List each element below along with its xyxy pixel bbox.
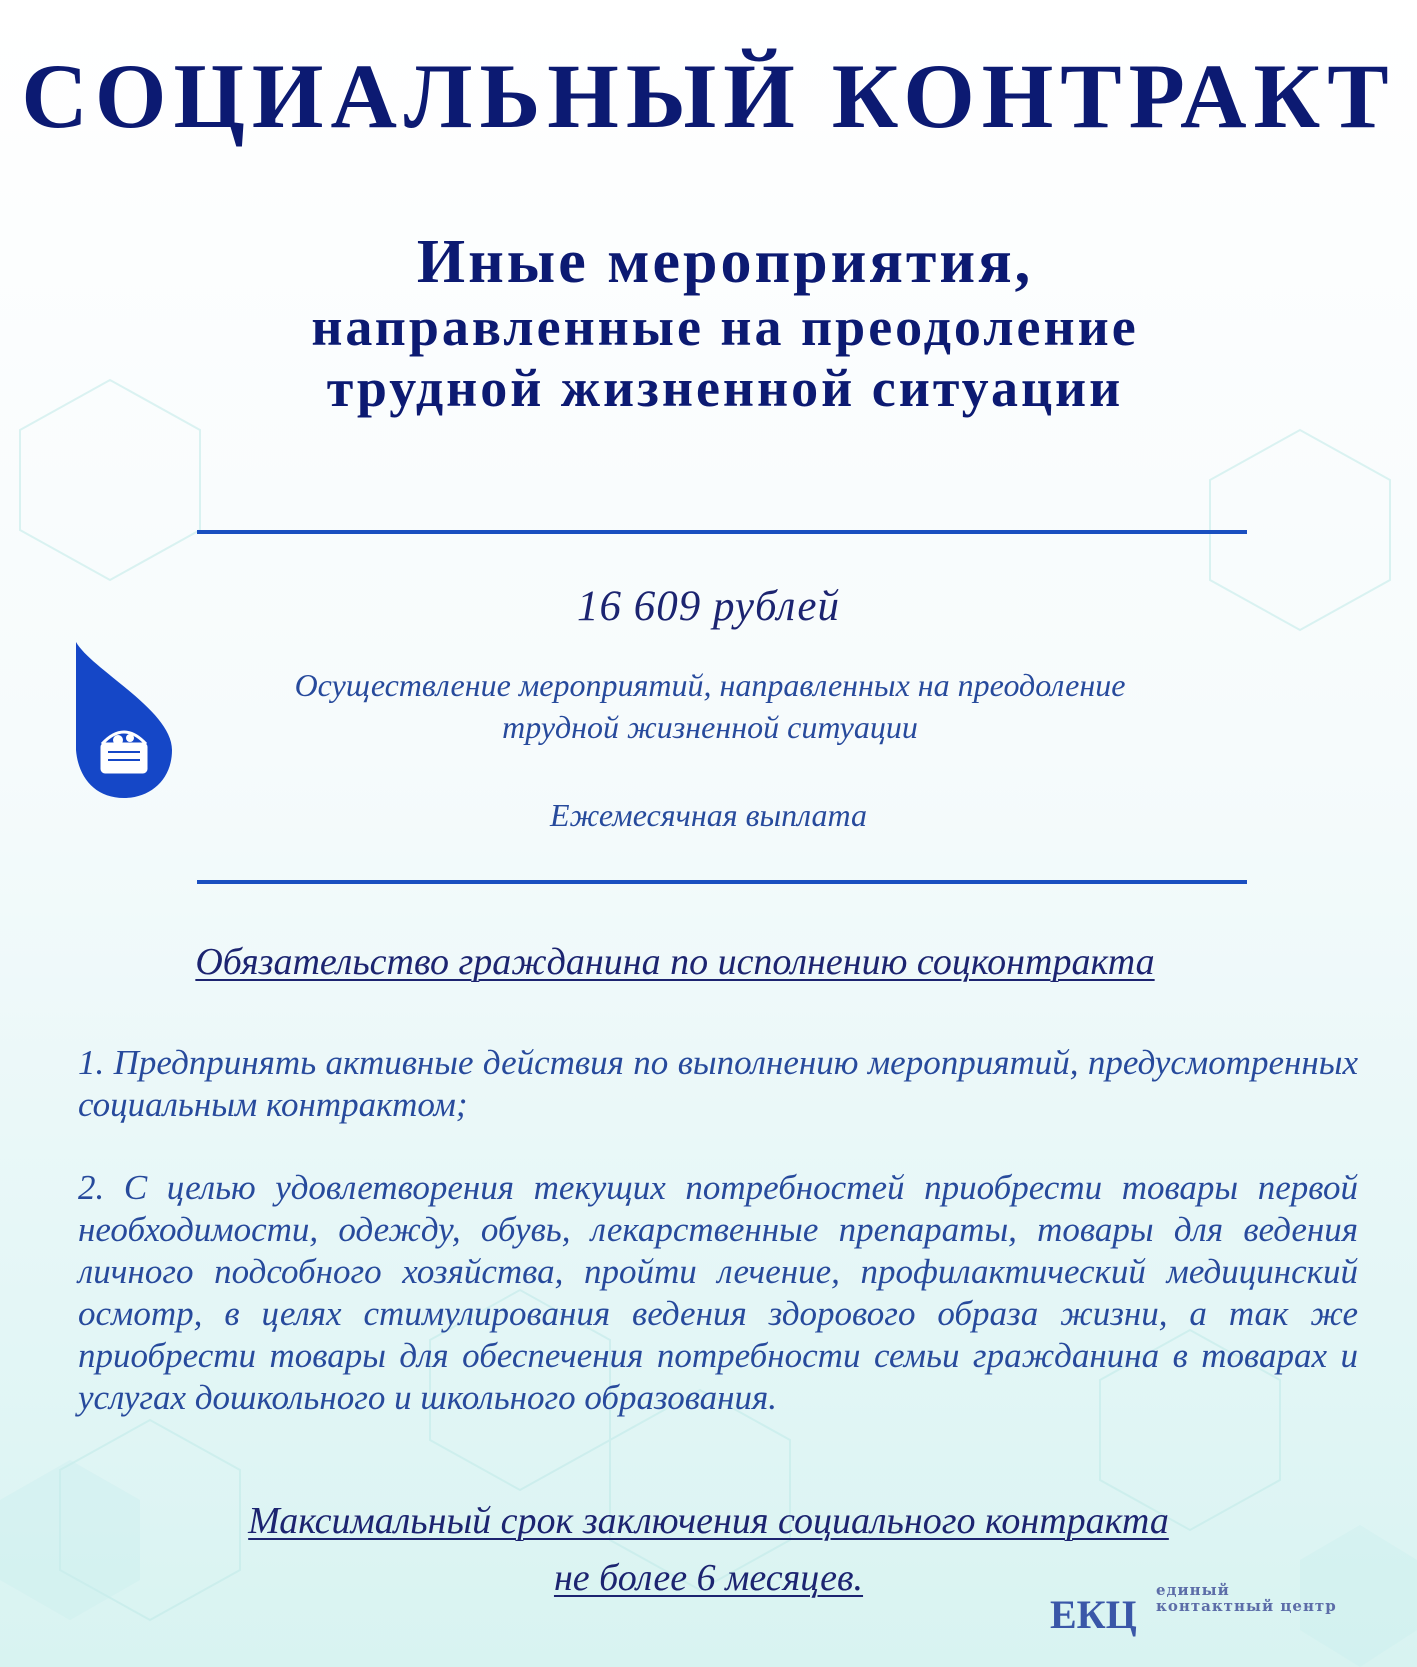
ekc-logo-letters: ЕКЦ (1050, 1592, 1137, 1637)
ekc-logo-caption (1156, 1582, 1337, 1614)
page-title: СОЦИАЛЬНЫЙ КОНТРАКТ (21, 45, 1396, 147)
divider-bottom (197, 880, 1247, 884)
ekc-logo-mark (1050, 1572, 1154, 1640)
benefit-purpose-line-1: Осуществление мероприятий, направленных на преодоление (294, 667, 1126, 703)
subtitle (150, 228, 1300, 418)
subtitle-line-2: направленные на преодоление (311, 297, 1139, 358)
obligation-item-1: 1. Предпринять активные действия по выполнению мероприятий, предусмотренных социальным контрактом; (78, 1043, 1358, 1124)
basket-drop-icon (72, 640, 176, 800)
subtitle-line-1: Иные мероприятия, (416, 228, 1034, 296)
term-line-1 (0, 1499, 1417, 1543)
benefit-purpose-line-2: трудной жизненной ситуации (502, 708, 918, 745)
obligation-item-2: 2. С целью удовлетворения текущих потребностей приобрести товары первой необходимости, одежду, обувь, лекарственные препараты, товары для ведения личного подсобного хозяйства, пройти лечение, профилактический медицинский осмотр, в целях стимулирования ведения здорового образа жизни, а так же приобрести товары для обеспечения потребности семьи гражданина в товарах и услугах дошкольного и школьного образования. (78, 1168, 1358, 1417)
benefit-amount: 16 609 рублей (577, 583, 840, 630)
subtitle-line-3: трудной жизненной ситуации (326, 357, 1124, 418)
ekc-logo-line-2: контактный центр (1156, 1597, 1337, 1615)
divider-top (197, 530, 1247, 534)
term-line-1-text: Максимальный срок заключения социального контракта (248, 1500, 1169, 1542)
term-line-2-text: не более 6 месяцев. (553, 1557, 864, 1599)
ekc-logo-line-1: единый (1156, 1581, 1230, 1599)
payment-type: Ежемесячная выплата (550, 797, 867, 833)
obligations-heading (0, 940, 1350, 984)
benefit-purpose (180, 665, 1240, 748)
ekc-logo (1050, 1572, 1370, 1640)
obligations-heading-text: Обязательство гражданина по исполнению соцконтракта (195, 941, 1155, 983)
